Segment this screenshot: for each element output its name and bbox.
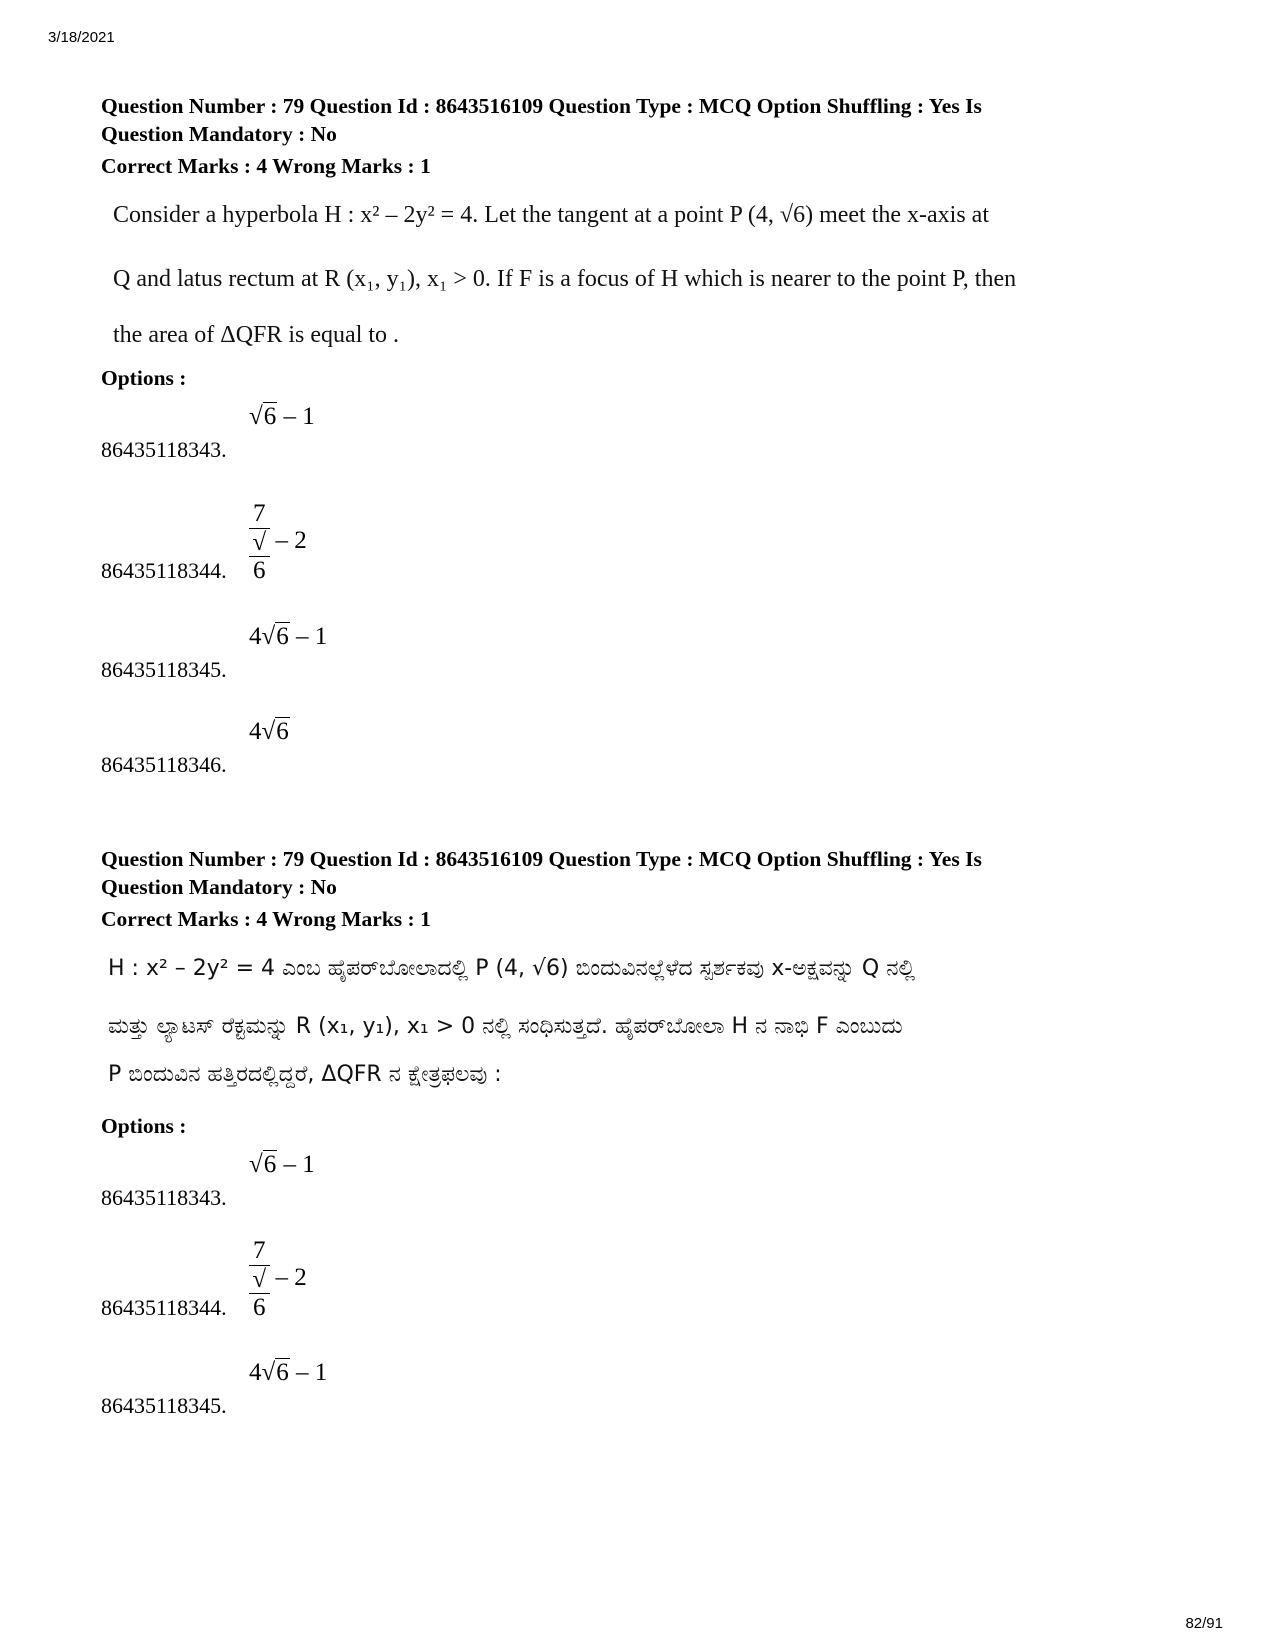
option-value: 4√6 xyxy=(249,718,289,745)
question-text xyxy=(108,940,1183,1104)
options-heading: Options : xyxy=(101,1114,187,1138)
option-id: 86435118345. xyxy=(101,657,227,682)
option-value: 7 √ 6 – 2 xyxy=(249,500,307,585)
option-id: 86435118343. xyxy=(101,1185,227,1210)
question-line: Q and latus rectum at R (x₁, y₁), x₁ > 0. If F is a focus of H which is nearer to the point P, then xyxy=(113,266,1017,292)
page-number: 82/91 xyxy=(1185,1615,1223,1632)
option-value: 4√6 – 1 xyxy=(249,1359,328,1386)
option-value: √6 – 1 xyxy=(249,1151,315,1178)
option-value: 4√6 – 1 xyxy=(249,623,328,650)
option xyxy=(101,1237,501,1321)
question-line: P ಬಿಂದುವಿನ ಹತ್ತಿರದಲ್ಲಿದ್ದರೆ, ΔQFR ನ ಕ್ಷೇತ್ರಫಲವು : xyxy=(108,1062,502,1087)
meta-line: Question Mandatory : No xyxy=(101,875,337,899)
option-id: 86435118343. xyxy=(101,437,227,462)
option-value: √6 – 1 xyxy=(249,403,315,430)
option-id: 86435118344. xyxy=(101,1295,227,1320)
question-text xyxy=(113,183,1188,367)
option-id: 86435118344. xyxy=(101,558,227,583)
meta-line: Question Mandatory : No xyxy=(101,122,337,146)
option-id: 86435118345. xyxy=(101,1393,227,1418)
question-line: H : x² – 2y² = 4 ಎಂಬ ಹೈಪರ್‌ಬೋಲಾದಲ್ಲಿ P (4, √6) ಬಿಂದುವಿನಲ್ಲೆಳೆದ ಸ್ಪರ್ಶಕವು x-ಅಕ್ಷವನ್ನು Q ನಲ್ಲಿ xyxy=(108,956,916,981)
option xyxy=(101,500,501,584)
option xyxy=(101,718,501,778)
options-heading: Options : xyxy=(101,366,187,390)
option xyxy=(101,403,501,463)
option xyxy=(101,1151,501,1211)
meta-line: Question Number : 79 Question Id : 8643516109 Question Type : MCQ Option Shuffling : Yes Is xyxy=(101,94,982,118)
meta-line: Question Number : 79 Question Id : 8643516109 Question Type : MCQ Option Shuffling : Yes Is xyxy=(101,847,982,871)
option-value: 7 √ 6 – 2 xyxy=(249,1237,307,1322)
option xyxy=(101,623,501,683)
print-date: 3/18/2021 xyxy=(48,29,115,46)
question-meta xyxy=(101,845,1181,933)
question-meta xyxy=(101,92,1181,180)
option xyxy=(101,1359,501,1419)
question-line: Consider a hyperbola H : x² – 2y² = 4. Let the tangent at a point P (4, √6) meet the x-axis at xyxy=(113,202,989,228)
option-id: 86435118346. xyxy=(101,752,227,777)
question-line: the area of ΔQFR is equal to . xyxy=(113,322,400,348)
meta-line: Correct Marks : 4 Wrong Marks : 1 xyxy=(101,154,431,178)
meta-line: Correct Marks : 4 Wrong Marks : 1 xyxy=(101,907,431,931)
question-line: ಮತ್ತು ಲ್ಯಾಟಸ್ ರೆಕ್ಟಮನ್ನು R (x₁, y₁), x₁ > 0 ನಲ್ಲಿ ಸಂಧಿಸುತ್ತದೆ. ಹೈಪರ್‌ಬೋಲಾ H ನ ನಾಭಿ F ಎಂಬುದು xyxy=(108,1014,903,1039)
